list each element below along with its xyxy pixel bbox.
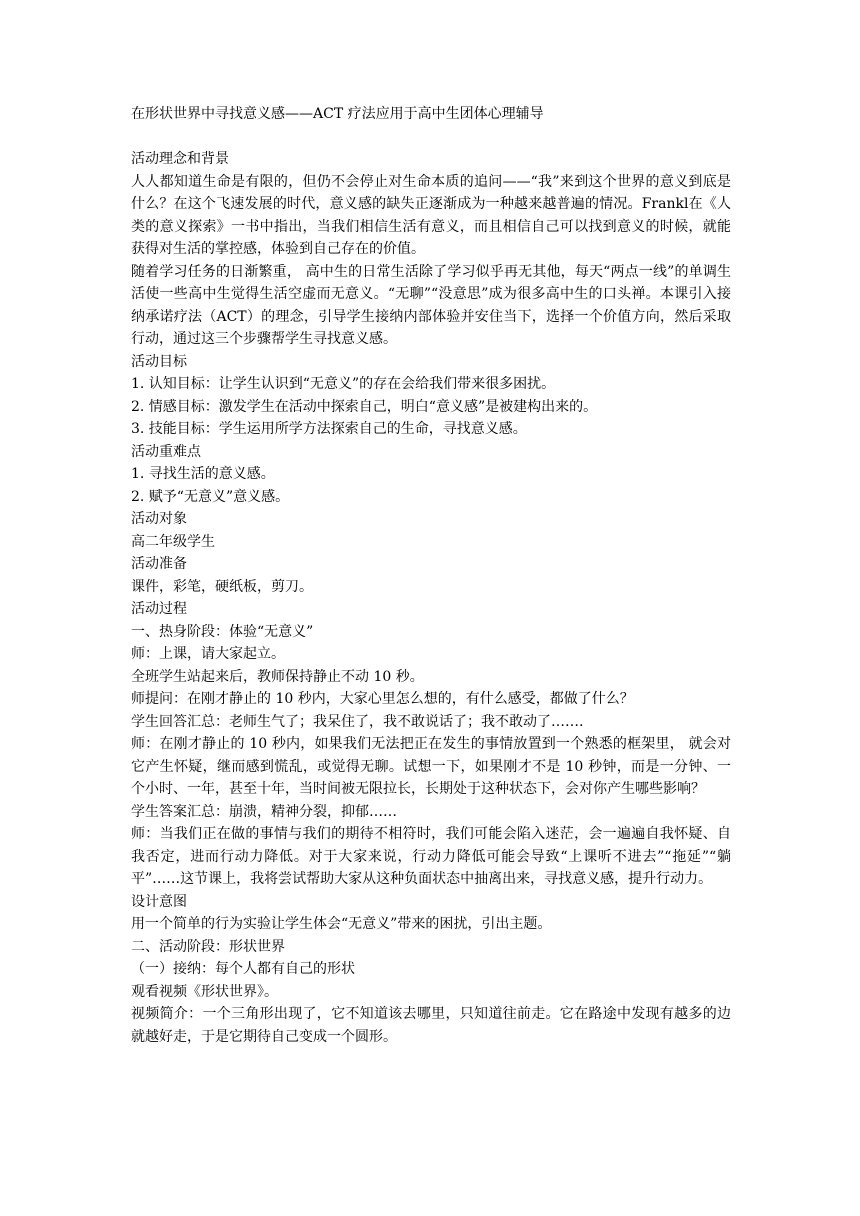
document-page <box>131 103 731 1048</box>
paragraph: 师提问：在刚才静止的 10 秒内，大家心里怎么想的，有什么感受，都做了什么？ <box>131 691 634 707</box>
blank-line <box>131 126 731 149</box>
section-heading: 活动重难点 <box>131 443 201 460</box>
section-heading: 设计意图 <box>131 893 187 910</box>
section-heading: 活动理念和背景 <box>131 151 229 167</box>
paragraph: 1. 寻找生活的意义感。 <box>131 466 275 482</box>
paragraph: 师：当我们正在做的事情与我们的期待不相符时，我们可能会陷入迷茫，会一遍遍自我怀疑、自我否定，进而行动力降低。对于大家来说，行动力降低可能会导致“上课听不进去”“拖延”“躺平”……这节课上，我将尝试帮助大家从这种负面状态中抽离出来，寻找意义感，提升行动力。 <box>131 826 731 887</box>
paragraph: 高二年级学生 <box>131 533 215 550</box>
section-heading: 二、活动阶段：形状世界 <box>131 938 285 955</box>
paragraph: 1. 认知目标：让学生认识到“无意义”的存在会给我们带来很多困扰。 <box>131 376 556 392</box>
paragraph: 3. 技能目标：学生运用所学方法探索自己的生命，寻找意义感。 <box>131 421 527 437</box>
paragraph: 2. 情感目标：激发学生在活动中探索自己，明白“意义感”是被建构出来的。 <box>131 398 598 415</box>
paragraph: 人人都知道生命是有限的，但仍不会停止对生命本质的追问——“我”来到这个世界的意义到底是什么？在这个飞速发展的时代，意义感的缺失正逐渐成为一种越来越普遍的情况。Frankl在《人类的意义探索》一书中指出，当我们相信生活有意义，而且相信自己可以找到意义的时候，就能获得对生活的掌控感，体验到自己存在的价值。 <box>131 173 731 257</box>
paragraph: 学生回答汇总：老师生气了；我呆住了，我不敢说话了；我不敢动了……. <box>131 713 584 730</box>
document-body <box>131 148 731 1048</box>
section-heading: 活动对象 <box>131 511 187 527</box>
paragraph: 随着学习任务的日渐繁重， 高中生的日常生活除了学习似乎再无其他，每天“两点一线”的单调生活使一些高中生觉得生活空虚而无意义。“无聊”“没意思”成为很多高中生的口头禅。本课引入接纳承诺疗法（ACT）的理念，引导学生接纳内部体验并安住当下，选择一个价值方向，然后采取行动，通过这三个步骤帮学生寻找意义感。 <box>131 263 731 347</box>
paragraph: 视频简介：一个三角形出现了，它不知道该去哪里，只知道往前走。它在路途中发现有越多的边就越好走，于是它期待自己变成一个圆形。 <box>131 1006 731 1045</box>
paragraph: 用一个简单的行为实验让学生体会“无意义”带来的困扰，引出主题。 <box>131 916 552 932</box>
section-heading: 一、热身阶段：体验“无意义” <box>131 623 314 640</box>
paragraph: 观看视频《形状世界》。 <box>131 983 278 1000</box>
section-heading: 活动目标 <box>131 353 187 370</box>
paragraph: 学生答案汇总：崩溃，精神分裂，抑郁…… <box>131 803 397 820</box>
paragraph: 课件，彩笔，硬纸板，剪刀。 <box>131 578 313 595</box>
paragraph: 2. 赋予“无意义”意义感。 <box>131 488 290 505</box>
section-heading: 活动过程 <box>131 601 187 617</box>
paragraph: 全班学生站起来后，教师保持静止不动 10 秒。 <box>131 668 424 685</box>
document-title: 在形状世界中寻找意义感——ACT 疗法应用于高中生团体心理辅导 <box>131 106 544 122</box>
paragraph: 师：上课，请大家起立。 <box>131 646 285 662</box>
paragraph: 师：在刚才静止的 10 秒内，如果我们无法把正在发生的事情放置到一个熟悉的框架里， 就会对它产生怀疑，继而感到慌乱，或觉得无聊。试想一下，如果刚才不是 10 秒钟，而是一分钟、一个小时、一年，甚至十年，当时间被无限拉长，长期处于这种状态下，会对你产生哪些影响？ <box>131 736 731 797</box>
section-heading: （一）接纳：每个人都有自己的形状 <box>131 961 355 977</box>
section-heading: 活动准备 <box>131 556 187 572</box>
